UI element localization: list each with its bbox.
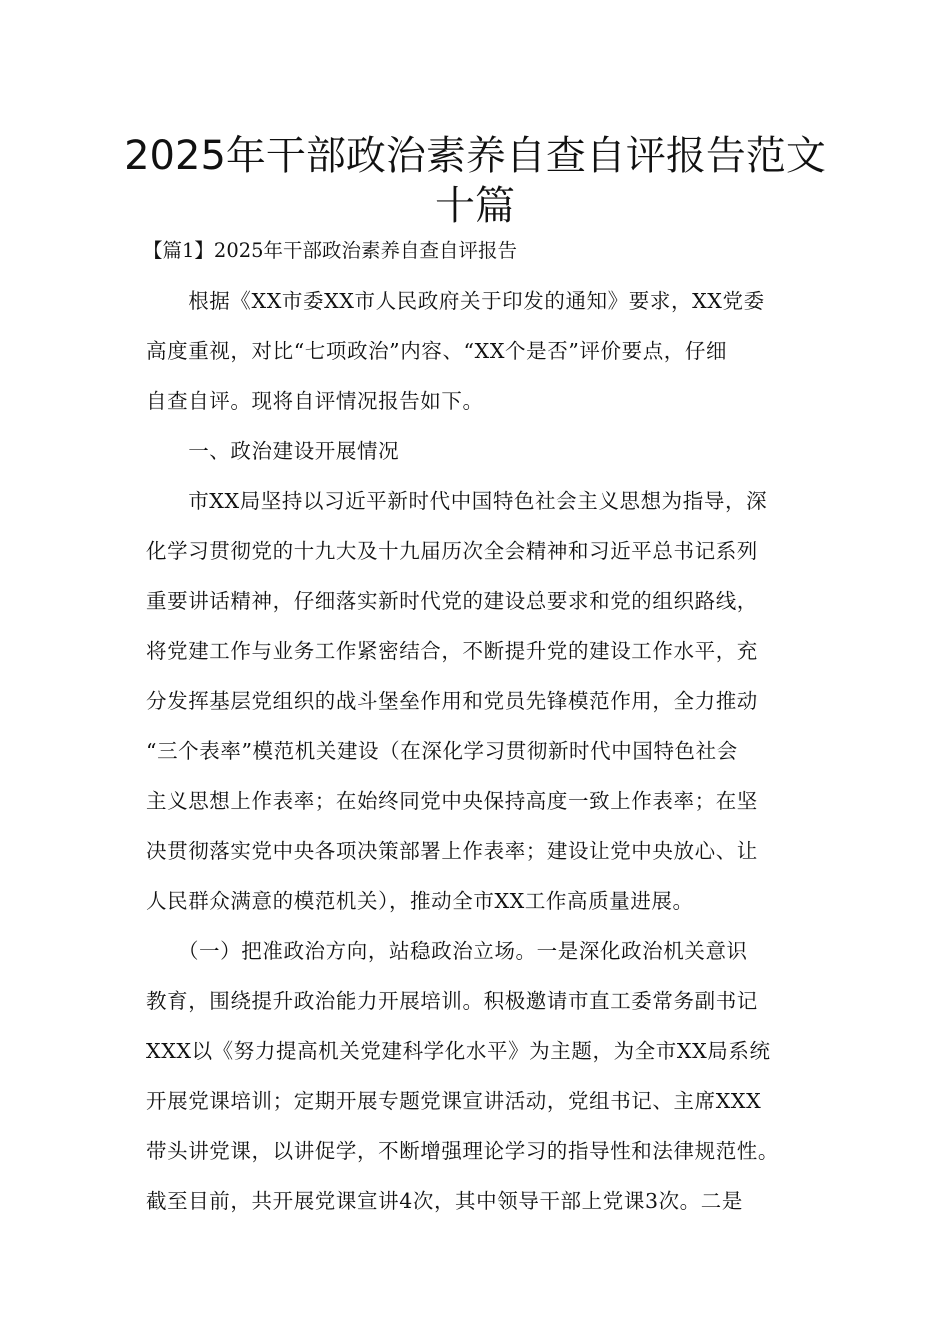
body-line: 高度重视，对比“七项政治”内容、“XX个是否”评价要点，仔细: [146, 339, 728, 363]
body-line: 自查自评。现将自评情况报告如下。: [146, 389, 484, 413]
body-line: “三个表率”模范机关建设（在深化学习贯彻新时代中国特色社会: [146, 739, 738, 763]
body-line: 根据《XX市委XX市人民政府关于印发的通知》要求，XX党委: [146, 289, 765, 313]
body-line: 教育，围绕提升政治能力开展培训。积极邀请市直工委常务副书记: [146, 989, 758, 1013]
document-title-line-2: 十篇: [435, 183, 515, 229]
body-line: XXX以《努力提高机关党建科学化水平》为主题，为全市XX局系统: [146, 1039, 771, 1063]
section-heading: 【篇1】2025年干部政治素养自查自评报告: [143, 239, 518, 262]
body-line: 开展党课培训；定期开展专题党课宣讲活动，党组书记、主席XXX: [146, 1089, 762, 1113]
body-line: 截至目前，共开展党课宣讲4次，其中领导干部上党课3次。二是: [146, 1189, 743, 1213]
body-line: 带头讲党课，以讲促学，不断增强理论学习的指导性和法律规范性。: [146, 1139, 779, 1163]
body-line: 将党建工作与业务工作紧密结合，不断提升党的建设工作水平，充: [146, 639, 758, 663]
document-title-line-1: 2025年干部政治素养自查自评报告范文: [124, 133, 826, 179]
body-line: 重要讲话精神，仔细落实新时代党的建设总要求和党的组织路线，: [146, 589, 758, 613]
body-line: （一）把准政治方向，站稳政治立场。一是深化政治机关意识: [146, 939, 748, 963]
body-line: 主义思想上作表率；在始终同党中央保持高度一致上作表率；在坚: [146, 789, 758, 813]
body-line: 化学习贯彻党的十九大及十九届历次全会精神和习近平总书记系列: [146, 539, 758, 563]
body-line: 一、政治建设开展情况: [146, 439, 400, 463]
body-line: 分发挥基层党组织的战斗堡垒作用和党员先锋模范作用，全力推动: [146, 689, 758, 713]
body-line: 人民群众满意的模范机关），推动全市XX工作高质量进展。: [146, 889, 694, 913]
body-line: 决贯彻落实党中央各项决策部署上作表率；建设让党中央放心、让: [146, 839, 758, 863]
body-line: 市XX局坚持以习近平新时代中国特色社会主义思想为指导，深: [146, 489, 768, 513]
